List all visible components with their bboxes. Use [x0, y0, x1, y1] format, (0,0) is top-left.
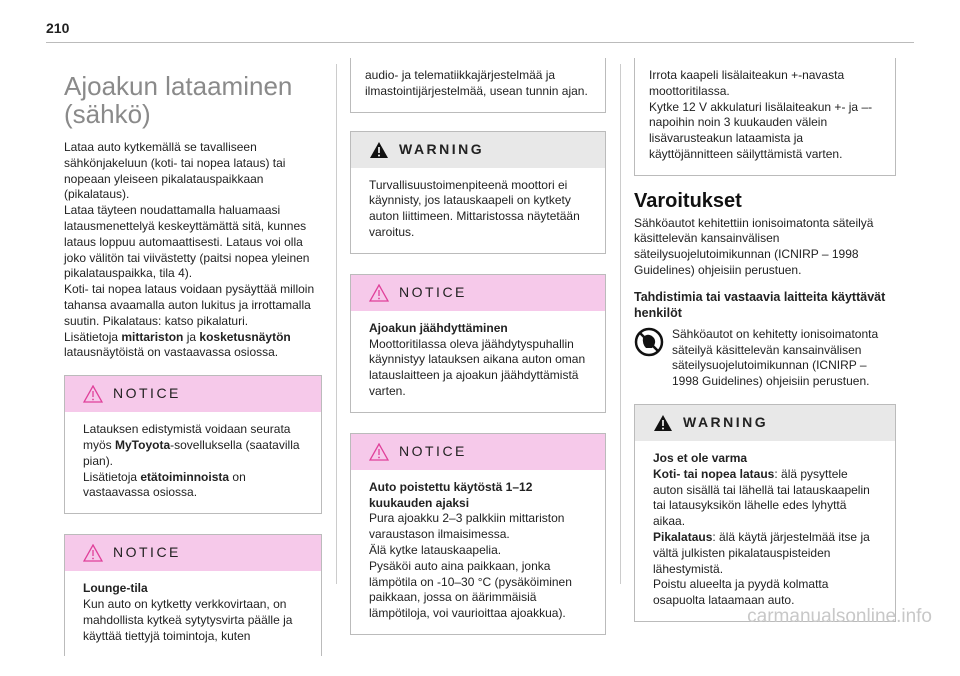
- watermark: carmanualsonline.info: [747, 606, 932, 627]
- notice-line: Älä kytke latauskaapelia.: [369, 542, 502, 557]
- notice-body: [65, 571, 321, 656]
- section-intro: Sähköautot kehitettiin ionisoimatonta säteilyä käsittelevän kansainvälisen säteilysuojelutoimikunnan (ICNIRP – 1998 Guidelines) ohjeisiin perustuen.: [634, 215, 874, 277]
- warning-heading: Jos et ole varma: [653, 450, 748, 465]
- continued-text: Kytke 12 V akkulaturi lisälaiteakun +- ja –-napoihin noin 3 kuukauden välein lisävarusteakun lataamista ja käyttöjännitteen säilyttämistä varten.: [649, 99, 873, 161]
- notice-box-cooling: [350, 274, 606, 413]
- notice-line: Pysäköi auto aina paikkaan, jonka lämpötila on -10–30 °C (pysäköiminen paikkaan, jossa on äärimmäisiä lämpötiloja, voi vaurioittaa ajoakkua).: [369, 558, 572, 621]
- notice-heading: Auto poistettu käytöstä 1–12 kuukauden ajaksi: [369, 479, 533, 510]
- notice-header: [351, 275, 605, 311]
- continued-box: [634, 58, 896, 176]
- warning-box-engine: [350, 131, 606, 254]
- warning-triangle-icon: [369, 141, 389, 159]
- header-rule: [46, 42, 914, 43]
- notice-text: Moottoritilassa oleva jäähdytyspuhallin käynnistyy latauksen aikana auton oman latauslaitteen ja ajoakun jäähdyttämistä varten.: [369, 336, 586, 398]
- continued-box: [350, 58, 606, 113]
- notice-triangle-icon: [369, 443, 389, 461]
- continued-text: Irrota kaapeli lisälaiteakun +-navasta moottoritilassa.: [649, 68, 845, 98]
- subsection-heading: Tahdistimia tai vastaavia laitteita käyttävät henkilöt: [634, 289, 886, 320]
- notice-heading: Lounge-tila: [83, 581, 148, 596]
- notice-text: Kun auto on kytketty verkkovirtaan, on mahdollista kytkeä sytytysvirta päälle ja käyttää tiettyjä toimintoja, kuten: [83, 596, 293, 643]
- notice-body: [351, 470, 605, 634]
- column-3: [634, 62, 896, 642]
- column-divider-1: [336, 64, 337, 584]
- warning-line: Poistu alueelta ja pyydä kolmatta osapuolta lataamaan auto.: [653, 577, 829, 608]
- notice-header: [65, 535, 321, 571]
- notice-header: [351, 434, 605, 470]
- warning-header: [635, 405, 895, 441]
- intro-paragraph: Lataa auto kytkemällä se tavalliseen sähkönjakeluun (koti- tai nopea lataus) tai nopeaan yleiseen pikalatauspaikkaan (pikalataus).: [64, 140, 286, 202]
- notice-box-storage: [350, 433, 606, 635]
- notice-box-lounge: [64, 534, 322, 656]
- radiation-note: [634, 327, 896, 390]
- warning-body: Jos et ole varma Koti- tai nopea lataus: älä pysyttele auton sisällä tai lähellä tai latauskaapelin tai latausyksikön lähelle edes lyhyttä aikaa. Pikalataus: älä käytä järjestelmää itse ja vältä julkisten pikalatauspisteiden lähestymistä. Poistu alueelta ja pyydä kolmatta osapuolta lataamaan auto.: [635, 441, 895, 621]
- warning-triangle-icon: [653, 414, 673, 432]
- notice-label: NOTICE: [399, 442, 467, 459]
- warning-label: WARNING: [399, 140, 485, 157]
- notice-heading: Ajoakun jäähdyttäminen: [369, 320, 508, 335]
- warning-body: [351, 168, 605, 253]
- notice-box-app: [64, 375, 322, 514]
- radiation-text: Sähköautot on kehitetty ionisoimatonta säteilyä käsittelevän kansainvälisen säteilysuojelutoimikunnan (ICNIRP – 1998 Guidelines) ohjeisiin perustuen.: [672, 326, 879, 389]
- page-title: Ajoakun lataaminen (sähkö): [64, 71, 293, 129]
- warning-text: Turvallisuustoimenpiteenä moottori ei käynnisty, jos latauskaapeli on kytkety auton liittimeen. Mittaristossa näytetään varoitus.: [369, 177, 580, 239]
- warning-label: WARNING: [683, 414, 769, 431]
- notice-triangle-icon: [369, 284, 389, 302]
- warning-box-uncertain: [634, 404, 896, 622]
- page-number: 210: [46, 20, 70, 36]
- notice-triangle-icon: [83, 544, 103, 562]
- notice-body: [351, 311, 605, 412]
- notice-body: Latauksen edistymistä voidaan seurata myös MyToyota-sovelluksella (saatavilla pian). Lisätietoja etätoiminnoista on vastaavassa osiossa.: [83, 422, 300, 500]
- notice-label: NOTICE: [113, 544, 181, 561]
- section-heading: Varoitukset: [634, 189, 742, 212]
- continued-text: audio- ja telematiikkajärjestelmää ja ilmastointijärjestelmää, usean tunnin ajan.: [365, 68, 588, 98]
- paragraph-full-charge: Lataa täyteen noudattamalla haluamaasi latausmenettelyä keskeyttämättä sitä, kunnes lataus loppuu automaattisesti. Lataus voi olla joko välitön tai viivästetty (paitsi nopea yleinen pikalatauspaikka, tila 4).: [64, 203, 310, 281]
- notice-triangle-icon: [83, 385, 103, 403]
- column-1: [64, 62, 322, 676]
- paragraph-more-info: Lisätietoja mittariston ja kosketusnäytön latausnäytöistä on vastaavassa osiossa.: [64, 329, 291, 360]
- warning-header: [351, 132, 605, 168]
- notice-label: NOTICE: [113, 385, 181, 402]
- notice-line: Pura ajoakku 2–3 palkkiin mittariston varaustason ilmaisimessa.: [369, 511, 565, 542]
- notice-label: NOTICE: [399, 283, 467, 300]
- pacemaker-prohibited-icon: [634, 327, 664, 357]
- notice-header: [65, 376, 321, 412]
- column-divider-2: [620, 64, 621, 584]
- column-2: [350, 62, 606, 655]
- paragraph-stop-charge: Koti- tai nopea lataus voidaan pysäyttää milloin tahansa avaamalla auton lukitus ja irrottamalla suutin. Pikalataus: katso pikalaturi.: [64, 282, 315, 328]
